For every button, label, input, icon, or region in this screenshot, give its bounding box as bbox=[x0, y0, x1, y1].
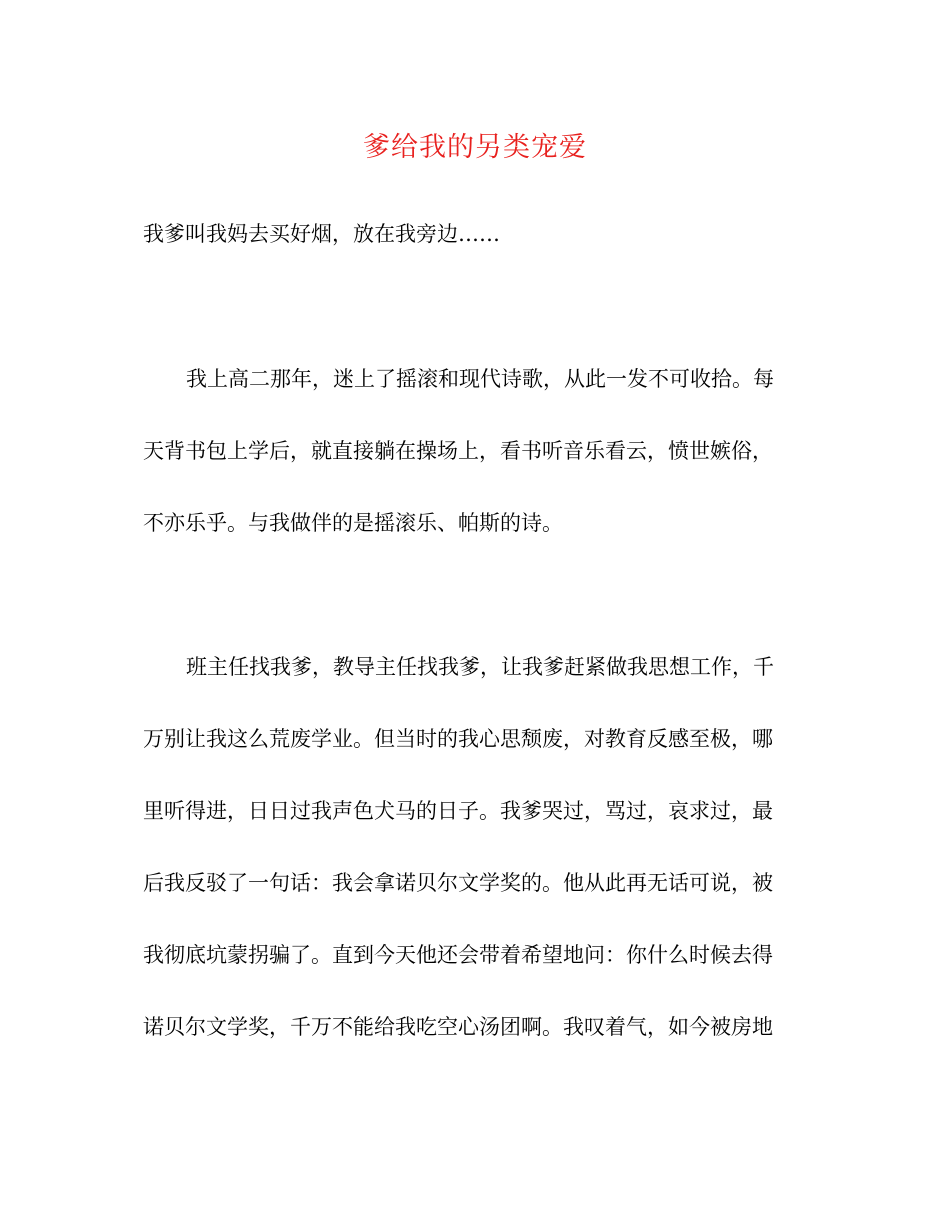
paragraph-2-line-2: 万别让我这么荒废学业。但当时的我心思颓废，对教育反感至极，哪 bbox=[143, 727, 773, 751]
paragraph-2-line-4: 后我反驳了一句话：我会拿诺贝尔文学奖的。他从此再无话可说，被 bbox=[143, 871, 773, 895]
paragraph-2-line-3: 里听得进，日日过我声色犬马的日子。我爹哭过，骂过，哀求过，最 bbox=[143, 799, 773, 823]
paragraph-1-line-1: 我上高二那年，迷上了摇滚和现代诗歌，从此一发不可收拾。每 bbox=[186, 367, 774, 391]
paragraph-2-line-6: 诺贝尔文学奖，千万不能给我吃空心汤团啊。我叹着气，如今被房地 bbox=[143, 1015, 773, 1039]
paragraph-2-line-5: 我彻底坑蒙拐骗了。直到今天他还会带着希望地问：你什么时候去得 bbox=[143, 943, 773, 967]
paragraph-2-line-1: 班主任找我爹，教导主任找我爹，让我爹赶紧做我思想工作，千 bbox=[186, 655, 774, 679]
paragraph-1-line-3: 不亦乐乎。与我做伴的是摇滚乐、帕斯的诗。 bbox=[143, 511, 563, 535]
paragraph-1-line-2: 天背书包上学后，就直接躺在操场上，看书听音乐看云，愤世嫉俗， bbox=[143, 439, 773, 463]
intro-line: 我爹叫我妈去买好烟，放在我旁边…… bbox=[143, 222, 500, 246]
document-title: 爹给我的另类宠爱 bbox=[363, 132, 587, 163]
